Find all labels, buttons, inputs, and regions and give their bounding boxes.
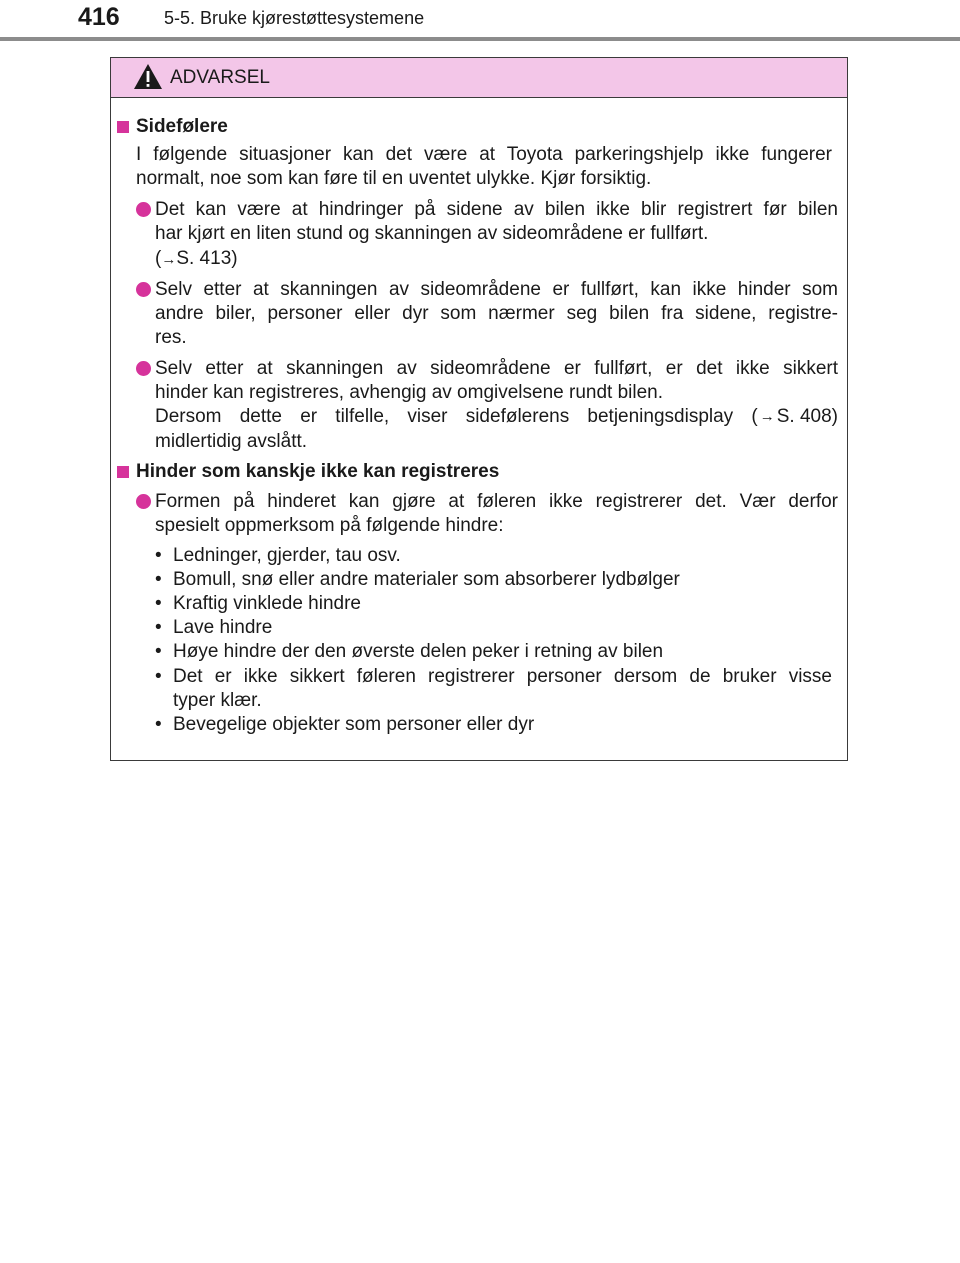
page-header [0, 0, 960, 40]
warning-box [110, 57, 848, 761]
arrow-right-icon: → [161, 251, 177, 268]
warning-title: ADVARSEL [170, 67, 270, 88]
list-item-line: Formen på hinderet kan gjøre at føleren ikke registrerer det. Vær derfor [155, 491, 838, 512]
section-marker [117, 121, 129, 133]
bullet-item: Det er ikke sikkert føleren registrerer personer dersom de bruker visse [173, 666, 832, 687]
list-item-line: Selv etter at skanningen av sideområdene er fullført, er det ikke sikkert [155, 358, 838, 379]
list-item-line: hinder kan registreres, avhengig av omgivelsene rundt bilen. [155, 382, 664, 403]
bullet-mark: • [155, 641, 162, 662]
bullet-mark: • [155, 569, 162, 590]
bullet-item: Kraftig vinklede hindre [173, 593, 361, 614]
section-intro-line: normalt, noe som kan føre til en uventet ulykke. Kjør forsiktig. [136, 168, 652, 189]
section-heading: Hinder som kanskje ikke kan registreres [136, 461, 500, 482]
warning-header [111, 58, 847, 98]
arrow-right-icon: → [759, 408, 775, 425]
bullet-item: Lave hindre [173, 617, 273, 638]
section-title: 5-5. Bruke kjørestøttesystemene [164, 8, 425, 28]
bullet-mark: • [155, 593, 162, 614]
page-number: 416 [78, 3, 120, 31]
bullet-dot [136, 361, 151, 376]
section-heading: Sidefølere [136, 116, 228, 137]
list-item-line: andre biler, personer eller dyr som nærmer seg bilen fra sidene, registre- [155, 303, 838, 324]
list-item-line [155, 405, 838, 429]
bullet-dot [136, 282, 151, 297]
section-intro-line: I følgende situasjoner kan det være at Toyota parkeringshjelp ikke fungerer [136, 144, 832, 165]
extra-text: Dersom dette er tilfelle, viser sidefølerens betjeningsdisplay ( [155, 406, 758, 427]
list-item-line: har kjørt en liten stund og skanningen av sideområdene er fullført. [155, 223, 709, 244]
section-marker [117, 466, 129, 478]
list-item-line: midlertidig avslått. [155, 431, 308, 452]
header-rule [0, 37, 960, 41]
list-item-line: spesielt oppmerksom på følgende hindre: [155, 515, 504, 536]
bullet-mark: • [155, 545, 162, 566]
bullet-mark: • [155, 714, 162, 735]
list-item-line: Selv etter at skanningen av sideområdene er fullført, kan ikke hinder som [155, 279, 838, 300]
bullet-item: Ledninger, gjerder, tau osv. [173, 545, 401, 566]
extra-ref: S. 408) [776, 406, 838, 427]
ref-open: ( [155, 248, 162, 269]
bullet-dot [136, 494, 151, 509]
list-item-line: Det kan være at hindringer på sidene av bilen ikke blir registrert før bilen [155, 199, 838, 220]
bullet-item: Høye hindre der den øverste delen peker i retning av bilen [173, 641, 664, 662]
bullet-mark: • [155, 666, 162, 687]
list-item-line: res. [155, 327, 187, 348]
bullet-item-continuation: typer klær. [173, 690, 262, 711]
bullet-mark: • [155, 617, 162, 638]
bullet-item: Bevegelige objekter som personer eller dyr [173, 714, 535, 735]
bullet-item: Bomull, snø eller andre materialer som absorberer lydbølger [173, 569, 680, 590]
ref-text: S. 413) [176, 248, 238, 269]
warning-triangle-icon [133, 63, 163, 90]
page-reference [155, 247, 238, 272]
bullet-dot [136, 202, 151, 217]
